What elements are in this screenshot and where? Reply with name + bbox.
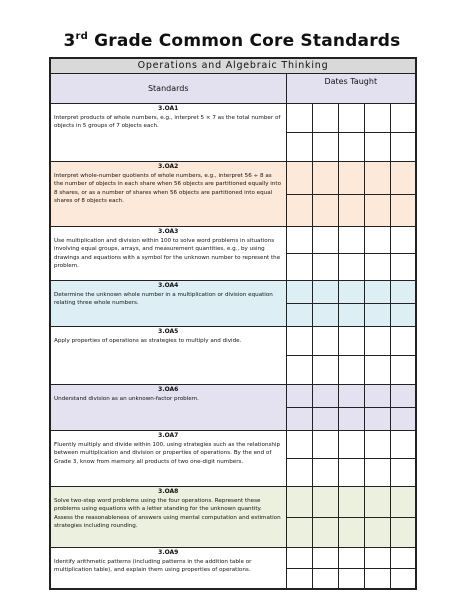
standard-description: Solve two-step word problems using the four operations. Represent these problems using equations with a letter standing for the unknown quantity. Assess the reasonableness of answers using mental computation and estimation strategies including rounding. — [54, 497, 281, 530]
date-cell[interactable] — [364, 459, 390, 487]
date-cell[interactable] — [364, 227, 390, 254]
date-cell[interactable] — [364, 548, 390, 569]
date-cell[interactable] — [312, 487, 338, 518]
date-cell[interactable] — [312, 385, 338, 408]
date-cell[interactable] — [390, 459, 416, 487]
date-cell[interactable] — [390, 327, 416, 356]
date-cell[interactable] — [312, 356, 338, 385]
date-cell[interactable] — [312, 281, 338, 304]
standard-code: 3.OA1 — [158, 105, 179, 112]
standard-code: 3.OA8 — [158, 488, 179, 495]
date-cell[interactable] — [338, 133, 364, 162]
date-cell[interactable] — [390, 254, 416, 281]
title-text: Grade Common Core Standards — [88, 31, 401, 51]
standard-row — [50, 327, 416, 356]
standard-description: Identify arithmetic patterns (including patterns in the addition table or multiplication table), and explain them using properties of operations. — [54, 558, 252, 574]
section-heading: Operations and Algebraic Thinking — [50, 58, 416, 74]
standard-description: Determine the unknown whole number in a multiplication or division equation relating three whole numbers. — [54, 291, 273, 307]
standard-row — [50, 281, 416, 304]
standard-cell — [50, 431, 286, 487]
date-cell[interactable] — [390, 281, 416, 304]
date-cell[interactable] — [286, 408, 312, 431]
date-cell[interactable] — [338, 459, 364, 487]
standard-description: Fluently multiply and divide within 100, using strategies such as the relationship between multiplication and division or properties of operations. By the end of Grade 3, know from memory all products of two one-digit numbers. — [54, 441, 281, 465]
date-cell[interactable] — [390, 518, 416, 548]
standard-row — [50, 385, 416, 408]
date-cell[interactable] — [312, 548, 338, 569]
date-cell[interactable] — [390, 162, 416, 195]
date-cell[interactable] — [286, 548, 312, 569]
date-cell[interactable] — [364, 104, 390, 133]
standards-header: Standards — [50, 74, 286, 104]
date-cell[interactable] — [338, 254, 364, 281]
date-cell[interactable] — [364, 569, 390, 590]
date-cell[interactable] — [286, 227, 312, 254]
date-cell[interactable] — [286, 487, 312, 518]
title-prefix: 3 — [63, 31, 76, 51]
date-cell[interactable] — [312, 104, 338, 133]
date-cell[interactable] — [390, 133, 416, 162]
date-cell[interactable] — [364, 133, 390, 162]
date-cell[interactable] — [286, 195, 312, 227]
date-cell[interactable] — [312, 327, 338, 356]
date-cell[interactable] — [338, 304, 364, 327]
standard-cell — [50, 487, 286, 548]
date-cell[interactable] — [286, 385, 312, 408]
date-cell[interactable] — [390, 304, 416, 327]
date-cell[interactable] — [364, 281, 390, 304]
date-cell[interactable] — [312, 133, 338, 162]
date-cell[interactable] — [364, 195, 390, 227]
header-row — [50, 74, 416, 104]
standard-row — [50, 487, 416, 518]
date-cell[interactable] — [338, 569, 364, 590]
date-cell[interactable] — [364, 487, 390, 518]
date-cell[interactable] — [286, 254, 312, 281]
date-cell[interactable] — [364, 327, 390, 356]
standard-row — [50, 548, 416, 569]
date-cell[interactable] — [286, 327, 312, 356]
standard-code: 3.OA6 — [158, 386, 179, 393]
date-cell[interactable] — [364, 385, 390, 408]
date-cell[interactable] — [390, 487, 416, 518]
section-row — [50, 58, 416, 74]
date-cell[interactable] — [338, 518, 364, 548]
title-superscript: rd — [75, 31, 89, 42]
date-cell[interactable] — [312, 459, 338, 487]
date-cell[interactable] — [364, 356, 390, 385]
date-cell[interactable] — [390, 195, 416, 227]
standard-cell — [50, 227, 286, 281]
standard-code: 3.OA7 — [158, 432, 179, 439]
standard-code: 3.OA5 — [158, 328, 179, 335]
date-cell[interactable] — [286, 459, 312, 487]
date-cell[interactable] — [312, 408, 338, 431]
date-cell[interactable] — [312, 254, 338, 281]
date-cell[interactable] — [338, 195, 364, 227]
date-cell[interactable] — [364, 518, 390, 548]
date-cell[interactable] — [390, 356, 416, 385]
date-cell[interactable] — [338, 104, 364, 133]
date-cell[interactable] — [338, 227, 364, 254]
page-title — [0, 31, 464, 51]
standard-cell — [50, 281, 286, 327]
date-cell[interactable] — [312, 304, 338, 327]
date-cell[interactable] — [312, 162, 338, 195]
standard-cell — [50, 162, 286, 227]
date-cell[interactable] — [338, 281, 364, 304]
standard-code: 3.OA9 — [158, 549, 179, 556]
standards-table — [49, 57, 417, 590]
date-cell[interactable] — [338, 162, 364, 195]
standard-code: 3.OA2 — [158, 163, 179, 170]
standard-description: Interpret products of whole numbers, e.g., interpret 5 × 7 as the total number of objects in 5 groups of 7 objects each. — [54, 114, 281, 130]
standard-row — [50, 227, 416, 254]
date-cell[interactable] — [286, 281, 312, 304]
standard-row — [50, 431, 416, 459]
standard-description: Interpret whole-number quotients of whole numbers, e.g., interpret 56 ÷ 8 as the number of objects in each share when 56 objects are partitioned equally into 8 shares, or as a number of shares when 56 objects are partitioned into equal shares of 8 objects each. — [54, 172, 282, 205]
standard-row — [50, 104, 416, 133]
date-cell[interactable] — [390, 569, 416, 590]
standard-description: Apply properties of operations as strategies to multiply and divide. — [54, 337, 242, 344]
standard-cell — [50, 104, 286, 162]
date-cell[interactable] — [286, 356, 312, 385]
date-cell[interactable] — [286, 162, 312, 195]
standard-row — [50, 162, 416, 195]
date-cell[interactable] — [364, 431, 390, 459]
date-cell[interactable] — [390, 385, 416, 408]
date-cell[interactable] — [312, 227, 338, 254]
date-cell[interactable] — [338, 408, 364, 431]
dates-taught-header: Dates Taught — [286, 74, 416, 104]
standard-cell — [50, 385, 286, 431]
standard-description: Understand division as an unknown-factor problem. — [54, 395, 199, 402]
date-cell[interactable] — [286, 431, 312, 459]
date-cell[interactable] — [338, 548, 364, 569]
date-cell[interactable] — [286, 518, 312, 548]
date-cell[interactable] — [286, 104, 312, 133]
date-cell[interactable] — [338, 356, 364, 385]
date-cell[interactable] — [390, 104, 416, 133]
date-cell[interactable] — [390, 227, 416, 254]
date-cell[interactable] — [338, 487, 364, 518]
date-cell[interactable] — [312, 431, 338, 459]
date-cell[interactable] — [286, 304, 312, 327]
date-cell[interactable] — [286, 133, 312, 162]
date-cell[interactable] — [338, 431, 364, 459]
date-cell[interactable] — [364, 304, 390, 327]
standard-cell — [50, 327, 286, 385]
date-cell[interactable] — [364, 162, 390, 195]
standard-description: Use multiplication and division within 100 to solve word problems in situations involving equal groups, arrays, and measurement quantities, e.g., by using drawings and equations with a symbol for the unknown number to represent the problem. — [54, 237, 281, 270]
date-cell[interactable] — [364, 254, 390, 281]
standard-code: 3.OA3 — [158, 228, 179, 235]
date-cell[interactable] — [390, 408, 416, 431]
date-cell[interactable] — [312, 518, 338, 548]
date-cell[interactable] — [338, 327, 364, 356]
date-cell[interactable] — [390, 431, 416, 459]
standard-code: 3.OA4 — [158, 282, 179, 289]
date-cell[interactable] — [390, 548, 416, 569]
date-cell[interactable] — [338, 385, 364, 408]
standard-cell — [50, 548, 286, 590]
date-cell[interactable] — [364, 408, 390, 431]
date-cell[interactable] — [286, 569, 312, 590]
date-cell[interactable] — [312, 569, 338, 590]
date-cell[interactable] — [312, 195, 338, 227]
